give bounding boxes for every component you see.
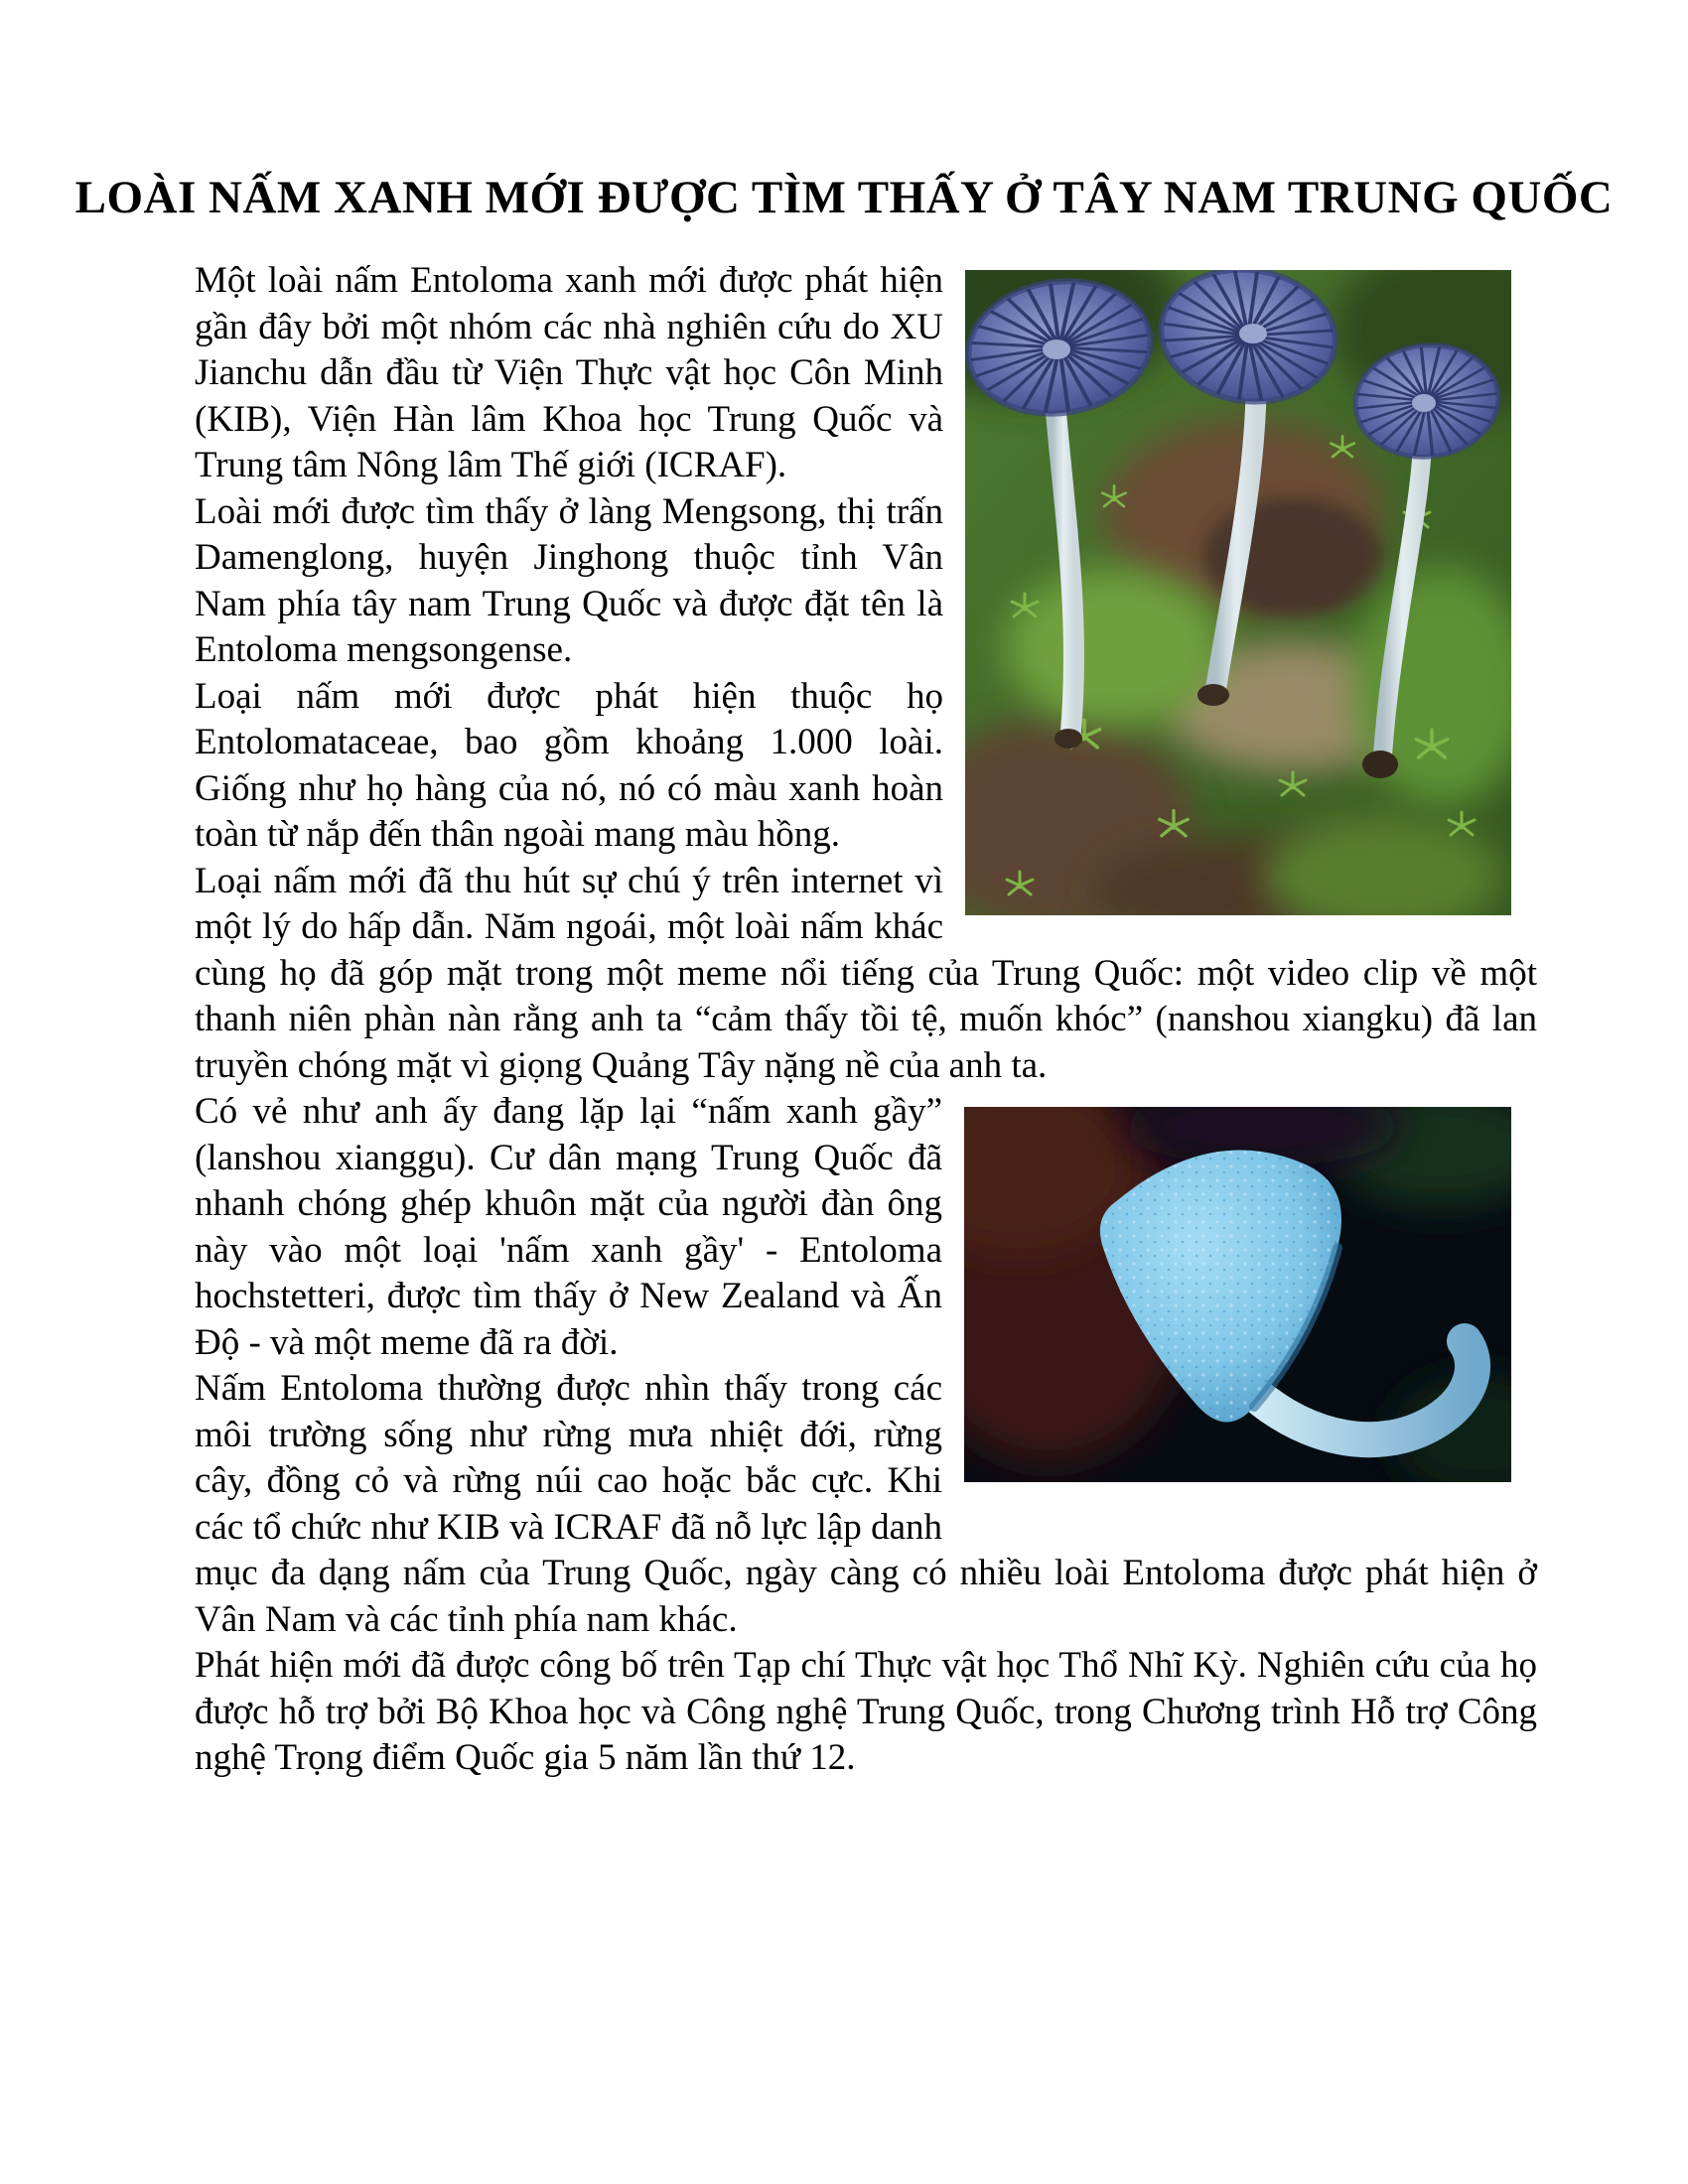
paragraph: Nấm Entoloma thường được nhìn thấy trong các môi trường sống như rừng mưa nhiệt đới, rừng cây, đồng cỏ và rừng núi cao hoặc bắc cực. Khi các tổ chức như KIB và ICRAF đã nỗ lực lập danh mục đa dạng nấm của Trung Quốc, ngày càng có nhiều loài Entoloma được phát hiện ở Vân Nam và các tỉnh phía nam khác. [195,1368,1537,1640]
mushroom-closeup-photo-illustration [964,1107,1511,1482]
paragraph: Loại nấm mới được phát hiện thuộc họ Entolomataceae, bao gồm khoảng 1.000 loài. Giống như họ hàng của nó, nó có màu xanh hoàn toàn từ nắp đến thân ngoài mang màu hồng. [195,675,943,856]
document-title: LOÀI NẤM XANH MỚI ĐƯỢC TÌM THẤY Ở TÂY NAM TRUNG QUỐC [74,172,1614,223]
paragraph: Loại nấm mới đã thu hút sự chú ý trên internet vì một lý do hấp dẫn. Năm ngoái, một loài nấm khác cùng họ đã góp mặt trong một meme nổi tiếng của Trung Quốc: một video clip về một thanh niên phàn nàn rằng anh ta “cảm thấy tồi tệ, muốn khóc” (nanshou xiangku) đã lan truyền chóng mặt vì giọng Quảng Tây nặng nề của anh ta. [195,860,1537,1086]
paragraph: Có vẻ như anh ấy đang lặp lại “nấm xanh gầy” (lanshou xianggu). Cư dân mạng Trung Quốc đã nhanh chóng ghép khuôn mặt của người đàn ông này vào một loại 'nấm xanh gầy' - Entoloma hochstetteri, được tìm thấy ở New Zealand và Ấn Độ - và một meme đã ra đời. [195,1091,942,1363]
paragraph: Phát hiện mới đã được công bố trên Tạp chí Thực vật học Thổ Nhĩ Kỳ. Nghiên cứu của họ được hỗ trợ bởi Bộ Khoa học và Công nghệ Trung Quốc, trong Chương trình Hỗ trợ Công nghệ Trọng điểm Quốc gia 5 năm lần thứ 12. [195,1645,1537,1779]
paragraph: Loài mới được tìm thấy ở làng Mengsong, thị trấn Damenglong, huyện Jinghong thuộc tỉnh Vân Nam phía tây nam Trung Quốc và được đặt tên là Entoloma mengsongense. [195,490,943,671]
mushroom-group-photo-illustration [965,270,1511,915]
paragraph: Một loài nấm Entoloma xanh mới được phát hiện gần đây bởi một nhóm các nhà nghiên cứu do XU Jianchu dẫn đầu từ Viện Thực vật học Côn Minh (KIB), Viện Hàn lâm Khoa học Trung Quốc và Trung tâm Nông lâm Thế giới (ICRAF). [195,260,943,486]
figure-mushroom-group-photo [965,270,1511,915]
figure-mushroom-closeup-photo [964,1107,1511,1482]
article-body [195,258,1537,1782]
